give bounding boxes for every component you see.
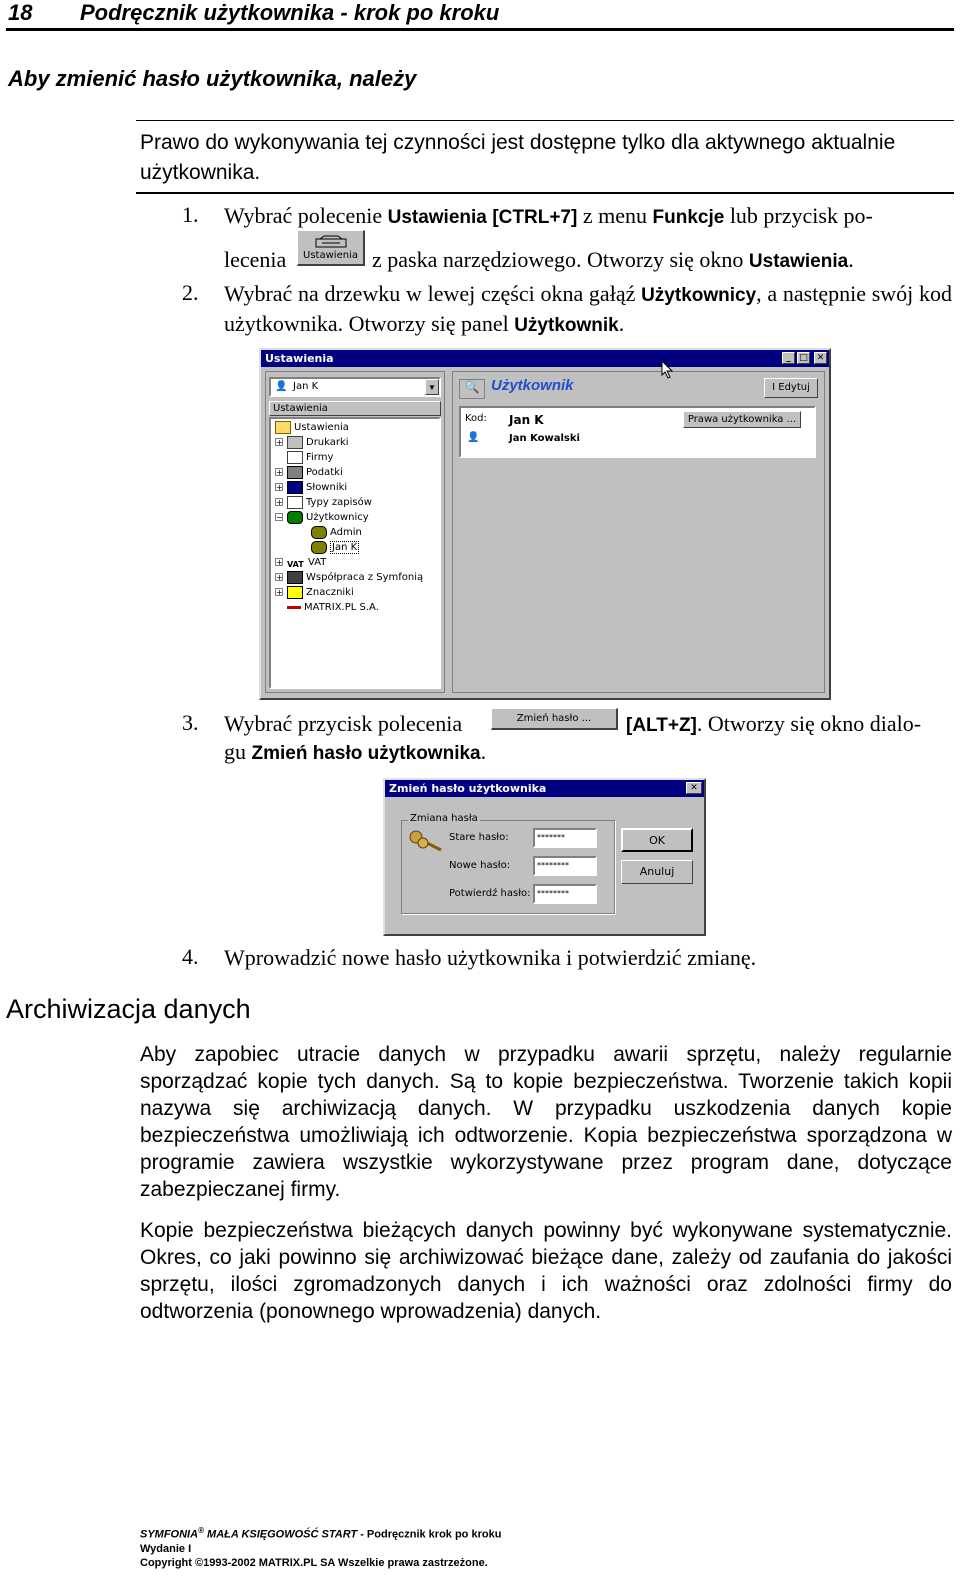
step-2-number: 2. bbox=[182, 280, 199, 305]
step-3-text-line2: gu Zmień hasło użytkownika. bbox=[224, 739, 487, 764]
page-number: 18 bbox=[8, 0, 33, 25]
footer-copyright: Copyright ©1993-2002 MATRIX.PL SA Wszelkie prawa zastrzeżone. bbox=[140, 1556, 488, 1569]
maximize-button[interactable]: □ bbox=[797, 352, 810, 364]
password-group-label: Zmiana hasła bbox=[410, 813, 478, 824]
cooperation-icon bbox=[287, 571, 303, 584]
edit-button[interactable]: Ι Edytuj bbox=[764, 378, 818, 398]
change-password-button[interactable]: Zmień hasło ... bbox=[491, 708, 618, 730]
note-rule-bottom bbox=[136, 192, 954, 194]
tree-item-uzytkownicy[interactable]: − Użytkownicy bbox=[276, 512, 369, 523]
dictionary-icon bbox=[287, 481, 303, 494]
step-4-number: 4. bbox=[182, 944, 199, 969]
expand-icon[interactable]: + bbox=[276, 558, 283, 567]
user-panel bbox=[452, 371, 825, 693]
keys-icon bbox=[407, 828, 447, 856]
settings-window-title: Ustawienia bbox=[265, 352, 334, 365]
vat-icon: VAT bbox=[287, 559, 304, 569]
tree-item-ustawienia[interactable]: Ustawienia bbox=[275, 420, 349, 435]
tree-pane bbox=[265, 371, 445, 693]
section-heading-archiving: Archiwizacja danych bbox=[6, 994, 251, 1024]
step-1-text-line2: lecenia bbox=[224, 247, 287, 272]
user-panel-title: Użytkownik bbox=[491, 377, 574, 394]
user-combo[interactable] bbox=[269, 377, 441, 397]
text-cursor-icon: Ι bbox=[772, 382, 779, 393]
dialog-titlebar bbox=[385, 780, 704, 797]
step-1-number: 1. bbox=[182, 202, 199, 227]
tree-item-admin[interactable]: Admin bbox=[311, 525, 362, 540]
user-combo-icon: 👤 bbox=[275, 381, 288, 392]
key-icon bbox=[311, 541, 327, 554]
archiving-paragraph-2: Kopie bezpieczeństwa bieżących danych powinny być wykonywane systematycznie. Okres, co jaki powinno się archiwizować bieżące dane, zależy od zaufania do jakości sprzętu, ilości zgromadzonych danych i ich ważności oraz zdolności firmy do odtworzenia (ponownego wprowadzenia) danych. bbox=[140, 1219, 952, 1323]
section-heading-change-password: Aby zmienić hasło użytkownika, należy bbox=[8, 66, 417, 91]
mouse-cursor-icon bbox=[661, 360, 675, 380]
key-icon bbox=[311, 526, 327, 539]
expand-icon[interactable]: + bbox=[276, 588, 283, 597]
close-button[interactable]: ✕ bbox=[814, 352, 827, 364]
full-name: Jan Kowalski bbox=[509, 433, 580, 444]
expand-icon[interactable]: + bbox=[276, 438, 283, 447]
tree-item-znaczniki[interactable]: + Znaczniki bbox=[276, 587, 354, 598]
page-footer bbox=[140, 1524, 501, 1570]
step-3-text-cont: [ALT+Z]. Otworzy się okno dialo- bbox=[626, 711, 922, 736]
tree-item-jan-k[interactable]: Jan K bbox=[311, 540, 359, 555]
header-rule bbox=[6, 28, 954, 31]
kod-label: Kod: bbox=[465, 413, 487, 424]
collapse-icon[interactable]: − bbox=[276, 513, 283, 522]
company-logo-icon bbox=[287, 606, 301, 609]
minimize-button[interactable]: _ bbox=[782, 352, 795, 364]
expand-icon[interactable]: + bbox=[276, 468, 283, 477]
marker-icon bbox=[287, 586, 303, 599]
step-4-text: Wprowadzić nowe hasło użytkownika i potwierdzić zmianę. bbox=[224, 945, 757, 970]
new-password-field[interactable]: ******** bbox=[533, 856, 597, 876]
footer-product-line: SYMFONIA® MAŁA KSIĘGOWOŚĆ START - Podręcznik krok po kroku bbox=[140, 1526, 502, 1541]
tree-item-wspolpraca[interactable]: + Współpraca z Symfonią bbox=[276, 572, 424, 583]
expand-icon[interactable]: + bbox=[276, 573, 283, 582]
tree-item-matrix[interactable]: MATRIX.PL S.A. bbox=[287, 600, 379, 615]
ok-button[interactable]: OK bbox=[621, 828, 693, 852]
dialog-title: Zmień hasło użytkownika bbox=[389, 782, 547, 795]
archiving-paragraph-1: Aby zapobiec utracie danych w przypadku awarii sprzętu, należy regularnie sporządzać kopie tych danych. Są to kopie bezpieczeństwa. Tworzenie takich kopii nazywa się archiwizacją danych. W przypadku uszkodzenia danych kopie bezpieczeństwa umożliwiają ich odtworzenie. Kopia bezpieczeństwa sporządzona w programie zawiera wszystkie wykorzystywane przez program dane, dotyczące zabezpieczanej firmy. bbox=[140, 1043, 952, 1201]
change-password-dialog bbox=[383, 778, 706, 936]
user-info-box bbox=[459, 406, 816, 458]
old-password-label: Stare hasło: bbox=[449, 832, 509, 843]
user-combo-value: Jan K bbox=[293, 381, 319, 392]
tree-header: Ustawienia bbox=[269, 401, 441, 416]
confirm-password-label: Potwierdź hasło: bbox=[449, 888, 531, 899]
chevron-down-icon[interactable]: ▼ bbox=[425, 379, 439, 395]
tree-item-typy-zapisow[interactable]: + Typy zapisów bbox=[276, 497, 372, 508]
dialog-close-button[interactable]: ✕ bbox=[686, 782, 702, 794]
users-icon bbox=[287, 511, 303, 524]
expand-icon[interactable]: + bbox=[276, 483, 283, 492]
step-1-text-line2-cont: z paska narzędziowego. Otworzy się okno Ustawienia. bbox=[372, 247, 854, 272]
calculator-icon bbox=[287, 466, 303, 479]
note-text: Prawo do wykonywania tej czynności jest dostępne tylko dla aktywnego aktualnie użytkownika. bbox=[140, 131, 896, 184]
user-rights-button[interactable]: Prawa użytkownika ... bbox=[683, 411, 801, 428]
toolbar-settings-button[interactable] bbox=[297, 230, 365, 266]
user-icon: 👤 bbox=[467, 432, 480, 443]
settings-window bbox=[259, 348, 831, 700]
step-3-text: Wybrać przycisk polecenia bbox=[224, 711, 463, 736]
cancel-button[interactable]: Anuluj bbox=[621, 860, 693, 884]
step-2-text: Wybrać na drzewku w lewej części okna gałąź Użytkownicy, a następnie swój kod użytkownika. Otworzy się panel Użytkownik. bbox=[224, 281, 952, 336]
company-icon bbox=[287, 451, 303, 464]
new-password-label: Nowe hasło: bbox=[449, 860, 511, 871]
note-rule-top bbox=[136, 120, 954, 121]
kod-value: Jan K bbox=[509, 413, 544, 427]
folder-icon bbox=[275, 421, 291, 434]
step-1-text: Wybrać polecenie Ustawienia [CTRL+7] z menu Funkcje lub przycisk po- bbox=[224, 203, 873, 228]
step-3-number: 3. bbox=[182, 710, 199, 735]
printer-icon bbox=[287, 436, 303, 449]
tree-item-firmy[interactable]: Firmy bbox=[287, 450, 333, 465]
settings-tree bbox=[269, 417, 441, 689]
running-header-title: Podręcznik użytkownika - krok po kroku bbox=[80, 0, 500, 25]
old-password-field[interactable]: ******* bbox=[533, 828, 597, 848]
document-types-icon bbox=[287, 496, 303, 509]
tree-item-slowniki[interactable]: + Słowniki bbox=[276, 482, 348, 493]
user-panel-icon: 🔍 bbox=[459, 379, 485, 399]
footer-edition: Wydanie I bbox=[140, 1542, 192, 1555]
toolbar-settings-label: Ustawienia bbox=[303, 250, 358, 261]
tree-item-drukarki[interactable]: + Drukarki bbox=[276, 437, 349, 448]
settings-window-titlebar bbox=[261, 350, 829, 367]
tree-item-vat[interactable]: + VAT VAT bbox=[276, 557, 327, 569]
confirm-password-field[interactable]: ******** bbox=[533, 884, 597, 904]
tree-item-podatki[interactable]: + Podatki bbox=[276, 467, 343, 478]
settings-toolbar-icon bbox=[312, 235, 350, 249]
expand-icon[interactable]: + bbox=[276, 498, 283, 507]
